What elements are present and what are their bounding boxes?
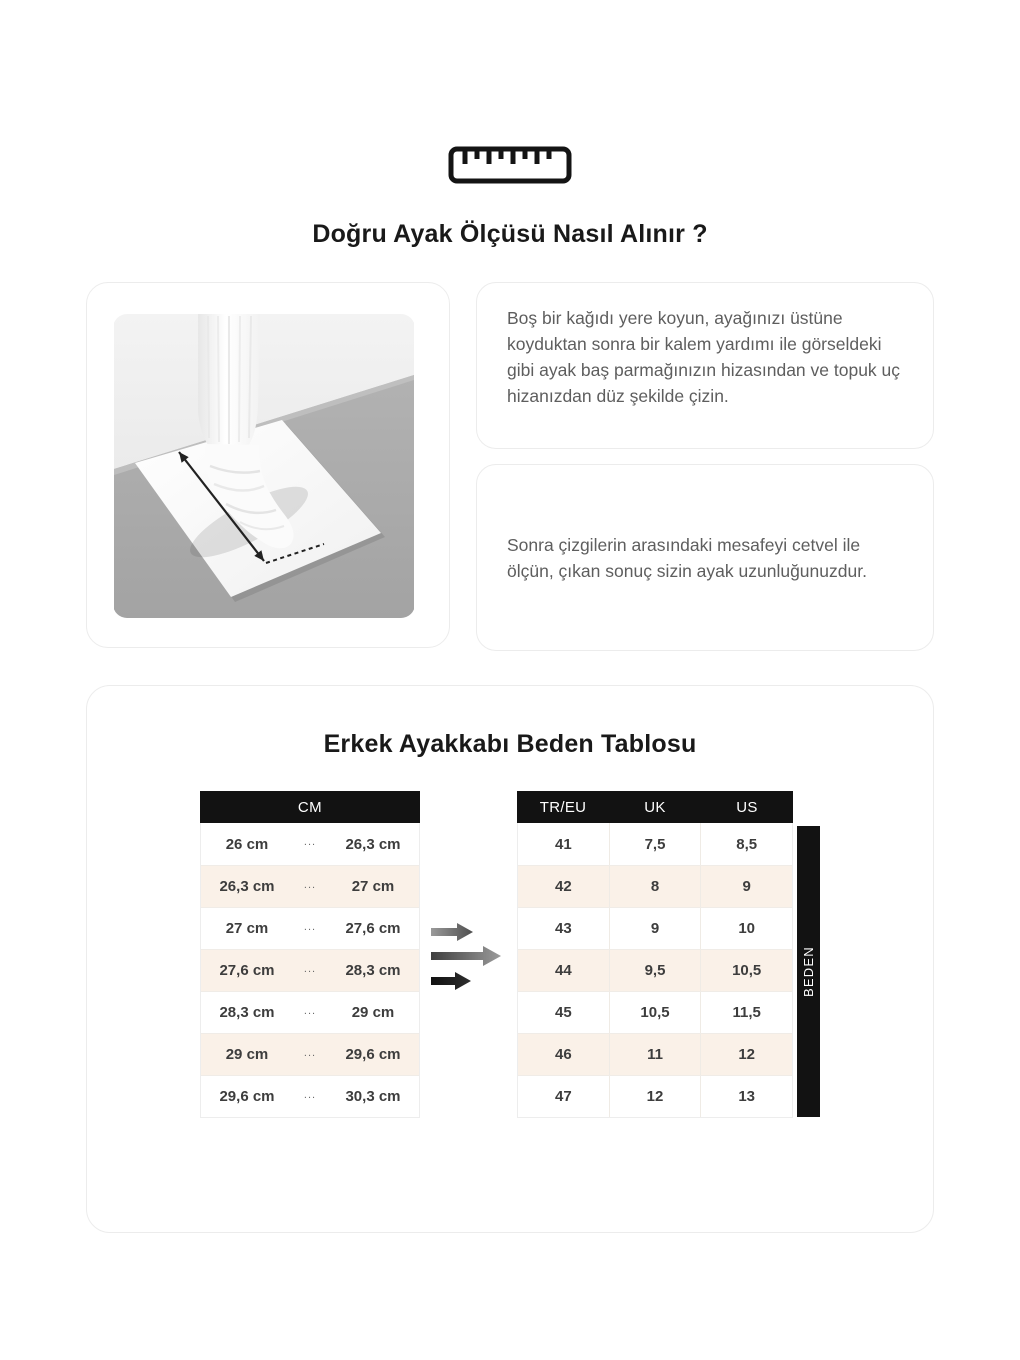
cell-us: 10 <box>700 908 792 949</box>
cell-us: 12 <box>700 1034 792 1075</box>
range-separator: ... <box>303 1046 317 1059</box>
page-title: Doğru Ayak Ölçüsü Nasıl Alınır ? <box>312 220 708 248</box>
size-table-body <box>517 823 793 1118</box>
cm-to: 27,6 cm <box>345 920 401 937</box>
range-separator: ... <box>303 878 317 891</box>
cm-from: 29 cm <box>225 1046 269 1063</box>
range-separator: ... <box>303 962 317 975</box>
col-header-us: US <box>736 798 758 816</box>
instruction-step-1-text: Boş bir kağıdı yere koyun, ayağınızı üstüne koyduktan sonra bir kalem yardımı ile görseldeki gibi ayak baş parmağınızın hizasından ve topuk uç hizanızdan düz şekilde çizin. <box>507 308 901 406</box>
cell-uk: 10,5 <box>609 992 701 1033</box>
cell-tr-eu: 44 <box>554 962 572 979</box>
ruler-icon-wrap <box>0 0 1020 184</box>
cell-us: 10,5 <box>700 950 792 991</box>
cm-from: 26 cm <box>225 835 269 853</box>
cm-from: 27 cm <box>225 920 269 937</box>
range-separator: ... <box>303 836 317 848</box>
cell-us: 9 <box>700 866 792 907</box>
cell-uk: 9 <box>609 908 701 949</box>
instructions-column <box>476 282 934 651</box>
table-row <box>518 1033 792 1075</box>
beden-side-label: BEDEN <box>797 826 820 1117</box>
cell-tr-eu: 45 <box>554 1004 572 1021</box>
table-row <box>518 949 792 991</box>
ruler-icon <box>448 146 572 184</box>
table-row <box>201 907 419 949</box>
cell-uk: 11 <box>609 1034 701 1075</box>
table-row <box>201 823 419 865</box>
table-row <box>518 865 792 907</box>
transfer-arrows-icon <box>431 920 506 990</box>
size-table-header-row <box>517 791 793 823</box>
col-header-uk: UK <box>644 798 666 816</box>
table-row <box>201 991 419 1033</box>
cell-tr-eu: 41 <box>554 835 572 853</box>
cm-from: 26,3 cm <box>219 878 275 895</box>
table-row <box>201 949 419 991</box>
cell-us: 13 <box>700 1076 792 1117</box>
cell-tr-eu: 43 <box>554 920 572 937</box>
table-row <box>518 823 792 865</box>
cm-to: 26,3 cm <box>345 835 401 853</box>
international-size-table-wrap <box>517 791 820 1118</box>
cm-to: 29 cm <box>351 1004 395 1021</box>
international-size-table <box>517 791 793 1118</box>
instruction-step-2 <box>476 464 934 651</box>
cell-us: 8,5 <box>700 823 792 865</box>
cm-table-body <box>200 823 420 1118</box>
range-separator: ... <box>303 1088 317 1101</box>
cell-tr-eu: 46 <box>554 1046 572 1063</box>
cm-to: 28,3 cm <box>345 962 401 979</box>
table-row <box>201 1075 419 1117</box>
table-row <box>518 1075 792 1117</box>
cell-us: 11,5 <box>700 992 792 1033</box>
size-chart-card <box>86 685 934 1233</box>
table-row <box>518 907 792 949</box>
table-row <box>518 991 792 1033</box>
foot-measurement-photo <box>113 314 415 618</box>
cell-uk: 8 <box>609 866 701 907</box>
size-tables-row <box>87 791 933 1118</box>
cell-tr-eu: 47 <box>554 1088 572 1105</box>
col-header-tr-eu: TR/EU <box>539 798 587 816</box>
cm-from: 28,3 cm <box>219 1004 275 1021</box>
cell-uk: 12 <box>609 1076 701 1117</box>
foot-photo-card <box>86 282 450 648</box>
cm-to: 29,6 cm <box>345 1046 401 1063</box>
size-chart-title: Erkek Ayakkabı Beden Tablosu <box>323 730 697 758</box>
instruction-step-1 <box>476 282 934 449</box>
cm-to: 27 cm <box>351 878 395 895</box>
range-separator: ... <box>303 920 317 933</box>
cm-from: 29,6 cm <box>219 1088 275 1105</box>
table-row <box>201 1033 419 1075</box>
cm-to: 30,3 cm <box>345 1088 401 1105</box>
cm-table <box>200 791 420 1118</box>
conversion-arrows-wrap <box>420 791 517 990</box>
instruction-step-2-text: Sonra çizgilerin arasındaki mesafeyi cetvel ile ölçün, çıkan sonuç sizin ayak uzunluğunuzdur. <box>507 534 867 581</box>
cm-from: 27,6 cm <box>219 962 275 979</box>
table-row <box>201 865 419 907</box>
cm-table-header: CM <box>200 791 420 823</box>
measure-row <box>86 282 934 651</box>
range-separator: ... <box>303 1004 317 1017</box>
cell-uk: 7,5 <box>609 823 701 865</box>
cell-tr-eu: 42 <box>554 878 572 895</box>
cell-uk: 9,5 <box>609 950 701 991</box>
